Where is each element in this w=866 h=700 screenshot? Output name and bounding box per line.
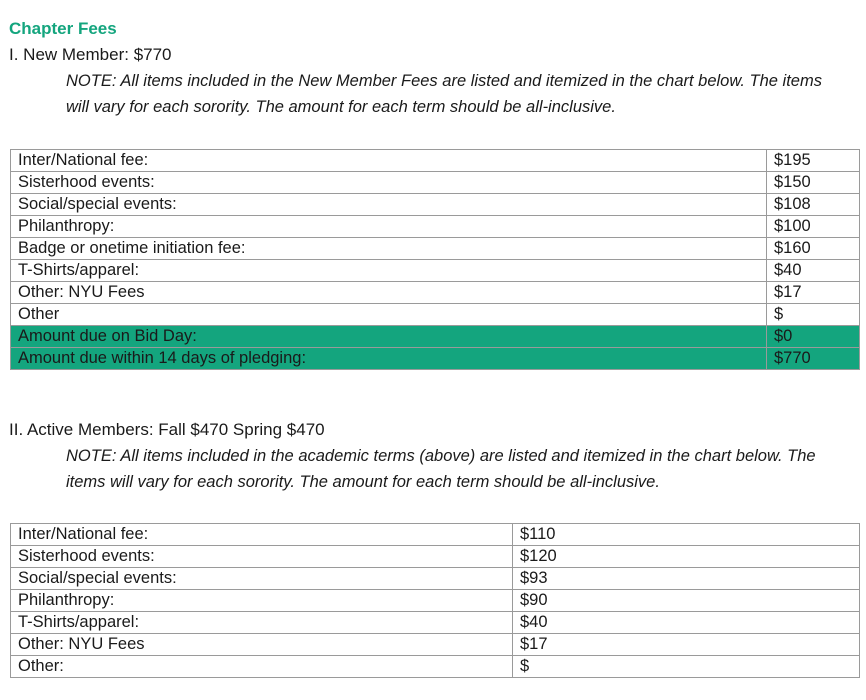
new-member-fee-table: [10, 149, 860, 370]
table-row: [11, 238, 860, 260]
table-row: [11, 194, 860, 216]
fee-item-label: Sisterhood events:: [11, 172, 767, 194]
fee-amount: $108: [767, 194, 860, 216]
fee-item-label: Other:: [11, 656, 513, 678]
fee-amount: $40: [767, 260, 860, 282]
fee-amount: $90: [513, 590, 860, 612]
fee-item-label: Philanthropy:: [11, 590, 513, 612]
fee-amount: $: [513, 656, 860, 678]
fee-item-label: Sisterhood events:: [11, 546, 513, 568]
new-member-heading: I. New Member: $770: [9, 45, 172, 64]
fee-item-label: Other: NYU Fees: [11, 634, 513, 656]
table-row: [11, 216, 860, 238]
fee-item-label: Amount due on Bid Day:: [11, 326, 767, 348]
table-row: [11, 524, 860, 546]
fee-amount: $0: [767, 326, 860, 348]
table-row: [11, 260, 860, 282]
fee-amount: $17: [767, 282, 860, 304]
fee-item-label: T-Shirts/apparel:: [11, 260, 767, 282]
page-title: Chapter Fees: [9, 19, 117, 38]
table-row: [11, 172, 860, 194]
new-member-note: NOTE: All items included in the New Member Fees are listed and itemized in the chart below. The items will vary for each sorority. The amount for each term should be all-inclusive.: [66, 72, 822, 116]
pledging-total-row: [11, 348, 860, 370]
fee-item-label: Philanthropy:: [11, 216, 767, 238]
fee-amount: $770: [767, 348, 860, 370]
fee-item-label: T-Shirts/apparel:: [11, 612, 513, 634]
fee-amount: $100: [767, 216, 860, 238]
fee-amount: $150: [767, 172, 860, 194]
active-member-fee-table: [10, 523, 860, 678]
fee-amount: $93: [513, 568, 860, 590]
fee-item-label: Inter/National fee:: [11, 524, 513, 546]
fee-amount: $160: [767, 238, 860, 260]
table-row: [11, 546, 860, 568]
table-row: [11, 634, 860, 656]
active-member-note: NOTE: All items included in the academic terms (above) are listed and itemized in the chart below. The items will vary for each sorority. The amount for each term should be all-inclusive.: [66, 447, 816, 491]
fee-item-label: Other: [11, 304, 767, 326]
fee-item-label: Amount due within 14 days of pledging:: [11, 348, 767, 370]
fee-amount: $120: [513, 546, 860, 568]
fee-amount: $110: [513, 524, 860, 546]
fee-amount: $17: [513, 634, 860, 656]
table-row: [11, 612, 860, 634]
table-row: [11, 282, 860, 304]
table-row: [11, 568, 860, 590]
fee-item-label: Badge or onetime initiation fee:: [11, 238, 767, 260]
fee-item-label: Inter/National fee:: [11, 150, 767, 172]
fee-item-label: Other: NYU Fees: [11, 282, 767, 304]
fee-amount: $195: [767, 150, 860, 172]
table-row: [11, 304, 860, 326]
fee-item-label: Social/special events:: [11, 568, 513, 590]
fee-item-label: Social/special events:: [11, 194, 767, 216]
table-row: [11, 590, 860, 612]
active-member-heading: II. Active Members: Fall $470 Spring $470: [9, 420, 325, 439]
bid-day-total-row: [11, 326, 860, 348]
table-row: [11, 150, 860, 172]
fee-amount: $40: [513, 612, 860, 634]
table-row: [11, 656, 860, 678]
fee-amount: $: [767, 304, 860, 326]
